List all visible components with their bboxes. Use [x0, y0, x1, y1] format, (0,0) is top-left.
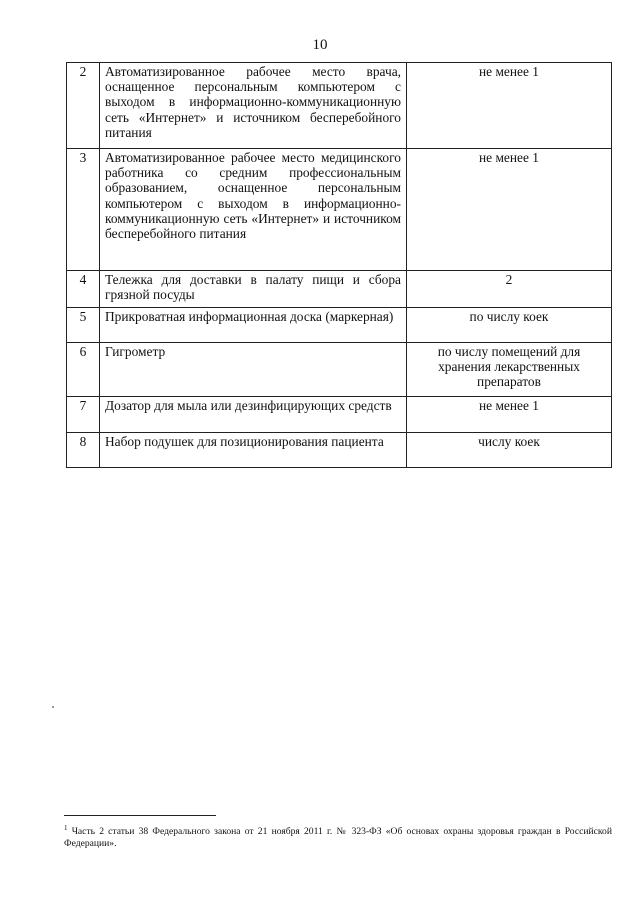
equipment-quantity: по числу коек — [407, 308, 612, 343]
equipment-quantity: 2 — [407, 271, 612, 308]
equipment-name: Автоматизированное рабочее место врача, оснащенное персональным компьютером с выходом в информационно-коммуникационную сеть «Интернет» и источником бесперебойного питания — [100, 63, 407, 149]
table-row — [67, 271, 612, 308]
row-number: 7 — [67, 397, 100, 433]
equipment-quantity: не менее 1 — [407, 63, 612, 149]
equipment-name: Набор подушек для позиционирования пациента — [100, 433, 407, 468]
equipment-table — [66, 62, 612, 468]
equipment-name: Прикроватная информационная доска (маркерная) — [100, 308, 407, 343]
equipment-quantity: не менее 1 — [407, 397, 612, 433]
scan-speck — [52, 706, 54, 708]
equipment-name: Дозатор для мыла или дезинфицирующих средств — [100, 397, 407, 433]
table-row — [67, 308, 612, 343]
row-number: 2 — [67, 63, 100, 149]
row-number: 4 — [67, 271, 100, 308]
row-number: 8 — [67, 433, 100, 468]
table-row — [67, 397, 612, 433]
footnote-text: Часть 2 статьи 38 Федерального закона от 21 ноября 2011 г. № 323-ФЗ «Об основах охраны здоровья граждан в Российской Федерации». — [64, 826, 612, 850]
footnote — [64, 822, 612, 850]
row-number: 5 — [67, 308, 100, 343]
table-row — [67, 433, 612, 468]
equipment-quantity: по числу помещений для хранения лекарственных препаратов — [407, 343, 612, 397]
table-row — [67, 149, 612, 271]
footnote-divider — [64, 815, 216, 816]
footnote-marker: 1 — [64, 824, 68, 832]
equipment-name: Гигрометр — [100, 343, 407, 397]
equipment-name: Тележка для доставки в палату пищи и сбора грязной посуды — [100, 271, 407, 308]
row-number: 3 — [67, 149, 100, 271]
page-number: 10 — [312, 37, 328, 53]
row-number: 6 — [67, 343, 100, 397]
table-row — [67, 63, 612, 149]
equipment-quantity: не менее 1 — [407, 149, 612, 271]
equipment-name: Автоматизированное рабочее место медицинского работника со средним профессиональным образованием, оснащенное персональным компьютером с выходом в информационно-коммуникационную сеть «Интернет» и источником бесперебойного питания — [100, 149, 407, 271]
table-row — [67, 343, 612, 397]
equipment-quantity: числу коек — [407, 433, 612, 468]
